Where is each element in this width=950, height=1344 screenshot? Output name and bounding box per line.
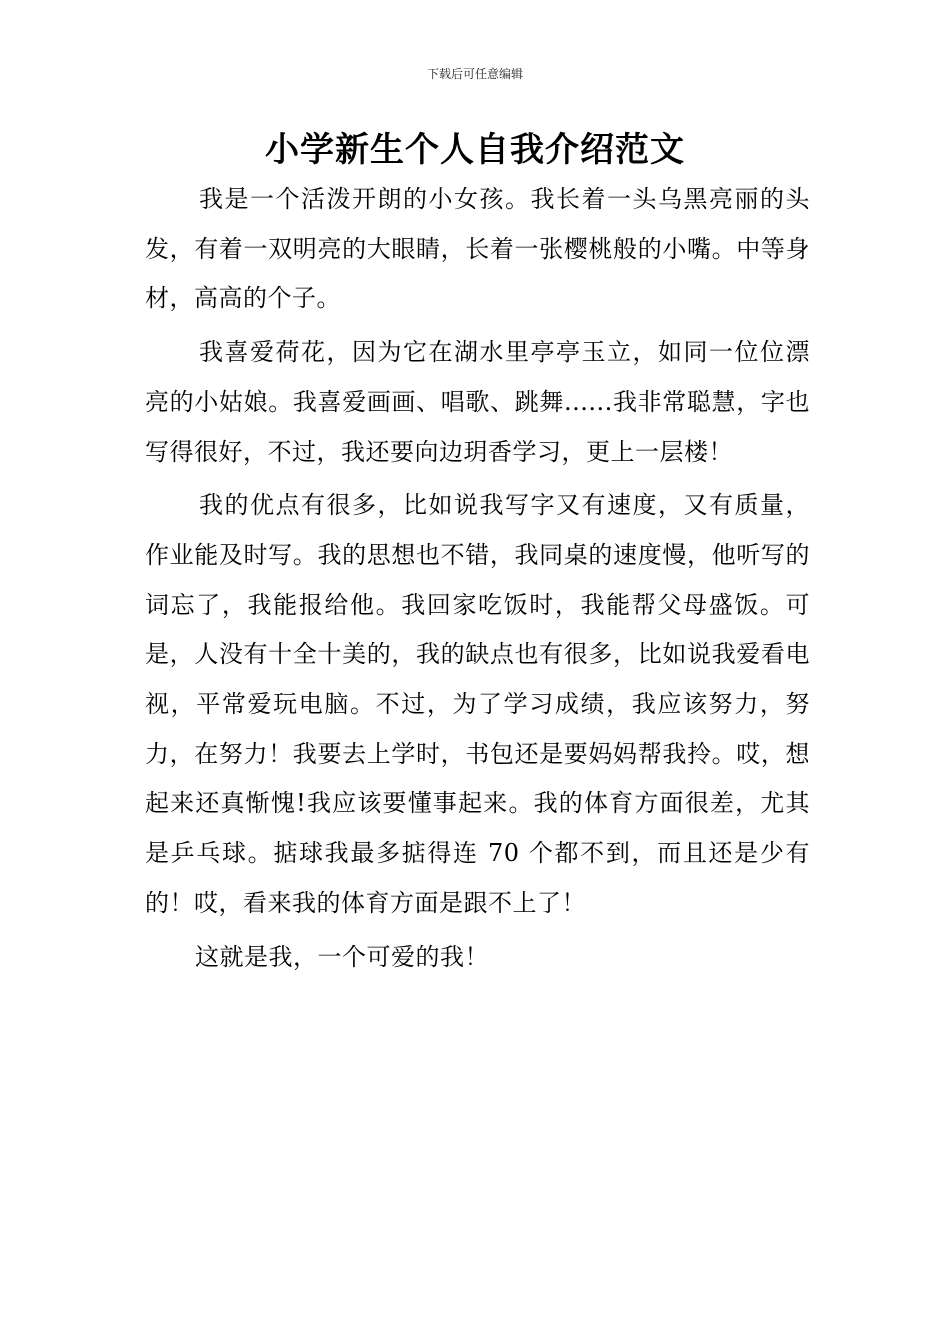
paragraph-hobbies: 我喜爱荷花，因为它在湖水里亭亭玉立，如同一位位漂亮的小姑娘。我喜爱画画、唱歌、跳舞......我非常聪慧，字也写得很好，不过，我还要向边玥香学习，更上一层楼！ [145,338,810,466]
paragraph-appearance: 我是一个活泼开朗的小女孩。我长着一头乌黑亮丽的头发，有着一双明亮的大眼睛，长着一张樱桃般的小嘴。中等身材，高高的个子。 [145,185,810,313]
paragraph-strengths-weaknesses: 我的优点有很多，比如说我写字又有速度，又有质量，作业能及时写。我的思想也不错，我同桌的速度慢，他听写的词忘了，我能报给他。我回家吃饭时，我能帮父母盛饭。可是，人没有十全十美的，我的缺点也有很多，比如说我爱看电视，平常爱玩电脑。不过，为了学习成绩，我应该努力，努力，在努力！我要去上学时，书包还是要妈妈帮我拎。哎，想起来还真惭愧!我应该要懂事起来。我的体育方面很差，尤其是乒乓球。掂球我最多掂得连 70 个都不到，而且还是少有的！哎，看来我的体育方面是跟不上了！ [145,491,810,917]
page-title: 小学新生个人自我介绍范文 [265,130,685,170]
document-body [145,175,810,986]
header-note: 下载后可任意编辑 [426,67,523,81]
paragraph-closing: 这就是我，一个可爱的我！ [195,942,489,971]
